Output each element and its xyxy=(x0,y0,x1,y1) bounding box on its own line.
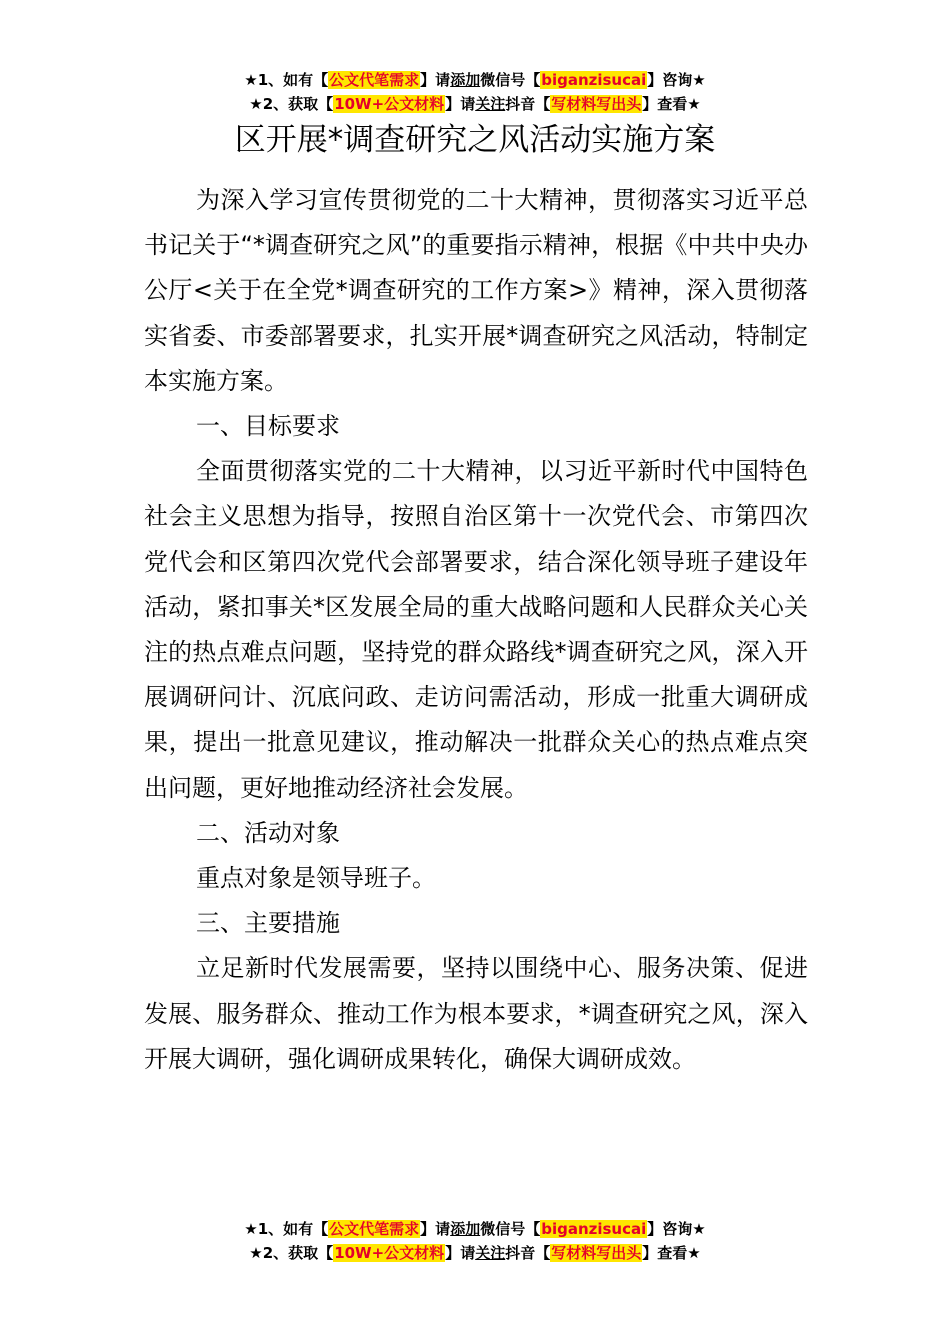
banner-underlined: 添加 xyxy=(450,1220,481,1238)
banner-underlined: 添加 xyxy=(450,71,481,89)
banner-text: 】咨询★ xyxy=(647,71,706,89)
banner-text: 】查看★ xyxy=(642,95,701,113)
banner-text: 微信号【 xyxy=(480,1220,541,1238)
banner-text: 微信号【 xyxy=(480,71,541,89)
banner-text: 抖音【 xyxy=(505,1244,551,1262)
banner-highlight: 10W+公文材料 xyxy=(334,95,445,113)
banner-text: ★1、如有【 xyxy=(244,71,329,89)
banner-underlined: 关注 xyxy=(475,1244,506,1262)
top-banner-line-1 xyxy=(0,70,950,90)
banner-douyin-id: 写材料写出头 xyxy=(551,1244,642,1262)
section-paragraph: 全面贯彻落实党的二十大精神，以习近平新时代中国特色社会主义思想为指导，按照自治区第十一次党代会、市第四次党代会和区第四次党代会部署要求，结合深化领导班子建设年活动，紧扣事关*区发展全局的重大战略问题和人民群众关心关注的热点难点问题，坚持党的群众路线*调查研究之风，深入开展调研问计、沉底问政、走访问需活动，形成一批重大调研成果，提出一批意见建议，推动解决一批群众关心的热点难点突出问题，更好地推动经济社会发展。 xyxy=(144,457,808,802)
section-heading: 一、目标要求 xyxy=(196,412,340,441)
banner-text: 】请 xyxy=(420,1220,451,1238)
top-banner-line-2 xyxy=(0,94,950,114)
banner-underlined: 关注 xyxy=(475,95,506,113)
document-body xyxy=(144,178,808,1082)
banner-text: ★1、如有【 xyxy=(244,1220,329,1238)
section-heading: 三、主要措施 xyxy=(196,909,340,938)
banner-text: 抖音【 xyxy=(505,95,551,113)
intro-paragraph: 为深入学习宣传贯彻党的二十大精神，贯彻落实习近平总书记关于“*调查研究之风”的重要指示精神，根据《中共中央办公厅<关于在全党*调查研究的工作方案>》精神，深入贯彻落实省委、市委部署要求，扎实开展*调查研究之风活动，特制定本实施方案。 xyxy=(144,186,808,395)
banner-text: ★2、获取【 xyxy=(249,1244,334,1262)
bottom-banner-line-2 xyxy=(0,1243,950,1263)
bottom-banner-line-1 xyxy=(0,1219,950,1239)
banner-highlight: 公文代笔需求 xyxy=(329,71,420,89)
banner-text: 】请 xyxy=(420,71,451,89)
document-title: 区开展*调查研究之风活动实施方案 xyxy=(234,122,716,158)
section-paragraph: 立足新时代发展需要，坚持以围绕中心、服务决策、促进发展、服务群众、推动工作为根本要求，*调查研究之风，深入开展大调研，强化调研成果转化，确保大调研成效。 xyxy=(144,954,808,1073)
banner-douyin-id: 写材料写出头 xyxy=(551,95,642,113)
banner-text: ★2、获取【 xyxy=(249,95,334,113)
section-heading: 二、活动对象 xyxy=(196,818,340,847)
banner-highlight: 10W+公文材料 xyxy=(334,1244,445,1262)
banner-text: 】查看★ xyxy=(642,1244,701,1262)
banner-text: 】请 xyxy=(445,95,476,113)
banner-text: 】请 xyxy=(445,1244,476,1262)
banner-text: 】咨询★ xyxy=(647,1220,706,1238)
banner-wechat-id: biganzisucai xyxy=(541,71,647,89)
banner-wechat-id: biganzisucai xyxy=(541,1220,647,1238)
section-paragraph: 重点对象是领导班子。 xyxy=(196,864,436,893)
banner-highlight: 公文代笔需求 xyxy=(329,1220,420,1238)
